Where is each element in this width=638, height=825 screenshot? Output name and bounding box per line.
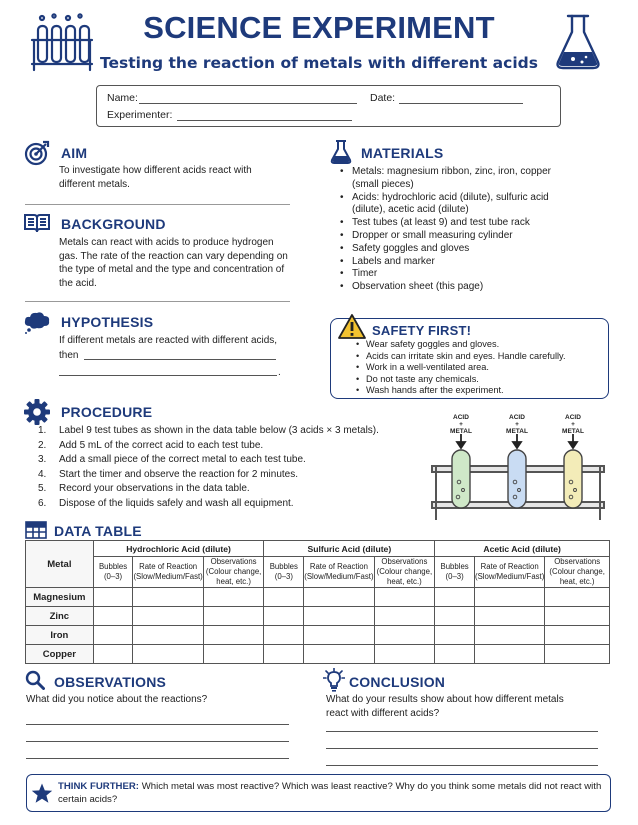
page-subtitle: Testing the reaction of metals with different acids — [100, 54, 538, 72]
bubbles-header: Bubbles (0–3) — [93, 557, 133, 588]
background-title: BACKGROUND — [61, 216, 166, 232]
conclusion-line[interactable] — [326, 731, 598, 732]
materials-item: • Test tubes (at least 9) and test tube rack — [338, 217, 578, 230]
materials-list — [338, 166, 578, 294]
rate-header: Rate of Reaction (Slow/Medium/Fast) — [304, 557, 374, 588]
tube-label: ACID + METAL — [506, 414, 528, 435]
safety-item: • Work in a well-ventilated area. — [354, 362, 604, 374]
metal-row-label: Iron — [26, 626, 94, 645]
materials-item: • Labels and marker — [338, 256, 578, 269]
procedure-step: 5. Record your observations in the data table. — [38, 483, 250, 495]
materials-item: • Acids: hydrochloric acid (dilute), sulfuric acid (dilute), acetic acid (dilute) — [338, 192, 578, 218]
materials-title: MATERIALS — [361, 145, 444, 161]
conclusion-prompt: What do your results show about how different metals react with different acids? — [326, 694, 564, 719]
metal-row-label: Magnesium — [26, 588, 94, 607]
procedure-step: 6. Dispose of the liquids safely and wash all equipment. — [38, 497, 294, 509]
star-icon — [31, 783, 53, 809]
acid-header: Hydrochloric Acid (dilute) — [93, 541, 264, 557]
hypothesis-line1: If different metals are reacted with different acids, — [59, 335, 278, 346]
procedure-step: 4. Start the timer and observe the reaction for 2 minutes. — [38, 468, 299, 480]
observations-line[interactable] — [26, 741, 289, 742]
conclusion-line[interactable] — [326, 748, 598, 749]
safety-item: • Do not taste any chemicals. — [354, 374, 604, 386]
procedure-step: 1. Label 9 test tubes as shown in the data table below (3 acids × 3 metals). — [38, 425, 379, 436]
safety-item: • Wash hands after the experiment. — [354, 385, 604, 397]
safety-list — [354, 339, 604, 397]
tube-label: ACID + METAL — [450, 414, 472, 435]
name-field[interactable] — [139, 103, 357, 104]
divider — [25, 204, 290, 205]
aim-title: AIM — [61, 145, 88, 161]
table-row — [26, 645, 610, 664]
rate-header: Rate of Reaction (Slow/Medium/Fast) — [475, 557, 545, 588]
magnifier-icon — [25, 670, 45, 695]
page-title: SCIENCE EXPERIMENT — [143, 10, 495, 45]
date-field[interactable] — [399, 103, 523, 104]
tube-label: ACID + METAL — [562, 414, 584, 435]
conclusion-title: CONCLUSION — [349, 674, 446, 690]
observations-header: Observations (Colour change, heat, etc.) — [374, 557, 435, 588]
materials-item: • Timer — [338, 268, 578, 281]
safety-item: • Wear safety goggles and gloves. — [354, 339, 604, 351]
observations-line[interactable] — [26, 758, 289, 759]
acid-header: Acetic Acid (dilute) — [435, 541, 610, 557]
experimenter-label: Experimenter: — [107, 109, 173, 121]
think-further-text: THINK FURTHER: Which metal was most reactive? Which was least reactive? Why do you think some metals did not react with certain acids? — [58, 781, 602, 805]
experimenter-field[interactable] — [177, 120, 352, 121]
observations-title: OBSERVATIONS — [54, 674, 167, 690]
date-label: Date: — [370, 92, 396, 104]
observations-line[interactable] — [26, 724, 289, 725]
rate-header: Rate of Reaction (Slow/Medium/Fast) — [133, 557, 203, 588]
procedure-steps — [38, 424, 398, 512]
metal-row-label: Copper — [26, 645, 94, 664]
thought-cloud-icon — [23, 310, 51, 339]
hypothesis-blank-2[interactable] — [59, 375, 277, 376]
acid-header: Sulfuric Acid (dilute) — [264, 541, 435, 557]
materials-item: • Metals: magnesium ribbon, zinc, iron, copper (small pieces) — [338, 166, 578, 192]
name-label: Name: — [107, 92, 138, 104]
observations-header: Observations (Colour change, heat, etc.) — [545, 557, 610, 588]
open-book-icon — [23, 212, 51, 239]
procedure-step: 3. Add a small piece of the correct metal to each test tube. — [38, 454, 306, 466]
test-tube-illustration — [428, 412, 608, 522]
think-further-box — [26, 774, 611, 812]
observations-prompt: What did you notice about the reactions? — [26, 694, 208, 705]
hypothesis-period: . — [278, 367, 281, 378]
hypothesis-title: HYPOTHESIS — [61, 314, 154, 330]
metal-row-label: Zinc — [26, 607, 94, 626]
aim-text: To investigate how different acids react with different metals. — [59, 165, 252, 190]
hypothesis-then: then — [59, 350, 79, 361]
table-row — [26, 626, 610, 645]
background-text: Metals can react with acids to produce hydrogen gas. The rate of the reaction can vary depending on the type of metal and the type and concentration of the acid. — [59, 237, 288, 289]
data-table — [25, 540, 610, 664]
target-icon — [24, 140, 50, 171]
procedure-step: 2. Add 5 mL of the correct acid to each test tube. — [38, 439, 264, 451]
materials-item: • Dropper or small measuring cylinder — [338, 230, 578, 243]
materials-item: • Observation sheet (this page) — [338, 281, 578, 294]
bubbles-header: Bubbles (0–3) — [435, 557, 475, 588]
table-row — [26, 588, 610, 607]
materials-item: • Safety goggles and gloves — [338, 243, 578, 256]
safety-item: • Acids can irritate skin and eyes. Handle carefully. — [354, 351, 604, 363]
metal-header: Metal — [26, 541, 94, 588]
student-info-box — [96, 85, 561, 127]
bubbles-header: Bubbles (0–3) — [264, 557, 304, 588]
table-row — [26, 607, 610, 626]
observations-header: Observations (Colour change, heat, etc.) — [203, 557, 264, 588]
flask-icon — [553, 12, 603, 77]
safety-box — [330, 318, 609, 399]
hypothesis-blank-1[interactable] — [84, 359, 276, 360]
procedure-title: PROCEDURE — [61, 404, 153, 420]
conclusion-line[interactable] — [326, 765, 598, 766]
divider — [25, 301, 290, 302]
data-table-title: DATA TABLE — [54, 523, 142, 539]
safety-title: SAFETY FIRST! — [372, 323, 472, 338]
